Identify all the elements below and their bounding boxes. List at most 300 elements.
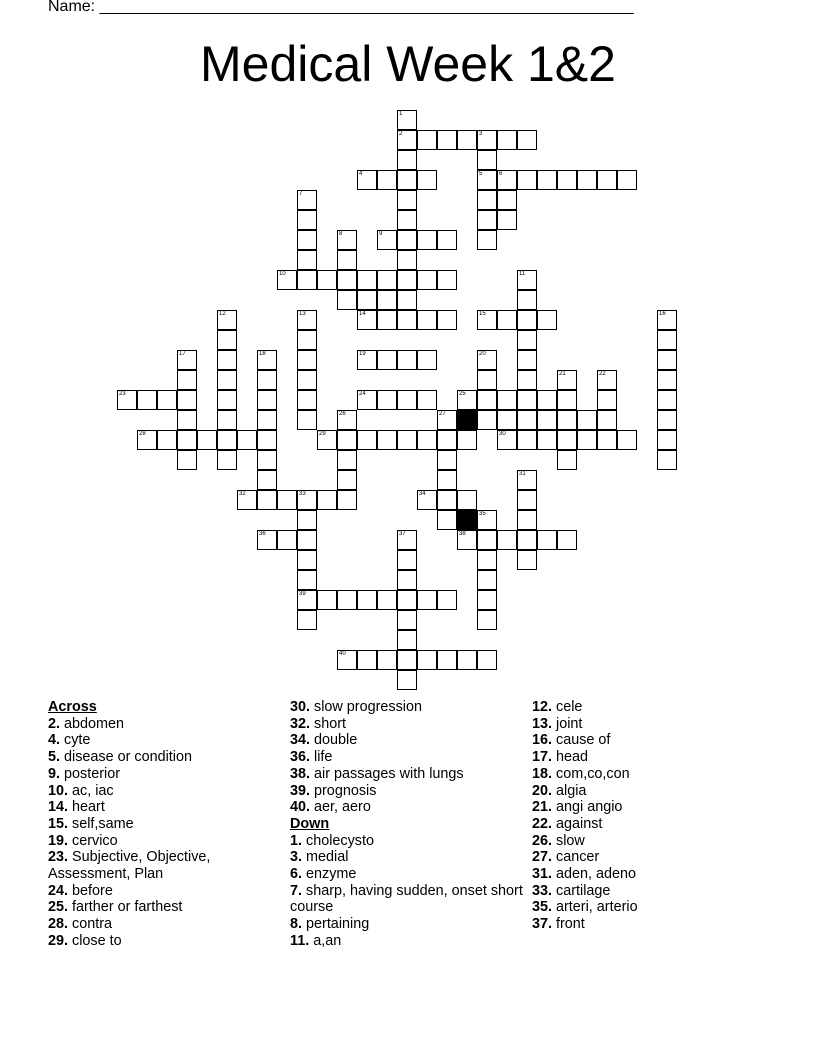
grid-cell[interactable]	[337, 270, 357, 290]
cell-number: 32	[239, 491, 246, 497]
grid-cell[interactable]	[377, 290, 397, 310]
grid-cell[interactable]	[597, 390, 617, 410]
grid-cell[interactable]	[317, 590, 337, 610]
grid-cell[interactable]	[657, 410, 677, 430]
grid-cell[interactable]	[397, 270, 417, 290]
grid-cell[interactable]	[657, 330, 677, 350]
grid-cell[interactable]	[437, 470, 457, 490]
grid-cell[interactable]	[297, 390, 317, 410]
grid-cell[interactable]	[477, 650, 497, 670]
grid-cell[interactable]	[657, 350, 677, 370]
across-heading: Across	[48, 699, 97, 715]
grid-cell[interactable]	[337, 450, 357, 470]
clue-text: cartilage	[552, 882, 611, 899]
numbered-grid-cell[interactable]	[597, 370, 617, 390]
clue-number: 37.	[532, 916, 553, 933]
across-clue	[48, 883, 288, 900]
grid-cell[interactable]	[297, 330, 317, 350]
grid-cell[interactable]	[397, 590, 417, 610]
clue-number: 7.	[290, 882, 303, 899]
numbered-grid-cell[interactable]	[657, 310, 677, 330]
grid-cell[interactable]	[517, 510, 537, 530]
grid-cell[interactable]	[357, 290, 377, 310]
grid-cell[interactable]	[397, 290, 417, 310]
down-clue	[290, 849, 530, 866]
grid-cell[interactable]	[337, 490, 357, 510]
grid-cell[interactable]	[297, 250, 317, 270]
grid-cell[interactable]	[537, 530, 557, 550]
grid-cell[interactable]	[177, 390, 197, 410]
down-clue	[290, 866, 530, 883]
numbered-grid-cell[interactable]	[437, 410, 457, 430]
grid-cell[interactable]	[437, 650, 457, 670]
grid-cell[interactable]	[257, 430, 277, 450]
cell-number: 22	[599, 371, 606, 377]
numbered-grid-cell[interactable]	[337, 230, 357, 250]
grid-cell[interactable]	[537, 170, 557, 190]
grid-cell[interactable]	[357, 590, 377, 610]
grid-cell[interactable]	[217, 450, 237, 470]
grid-cell[interactable]	[517, 310, 537, 330]
grid-cell[interactable]	[297, 270, 317, 290]
cell-number: 30	[499, 431, 506, 437]
clue-number: 19.	[48, 832, 69, 849]
grid-cell[interactable]	[437, 310, 457, 330]
numbered-grid-cell[interactable]	[137, 430, 157, 450]
grid-cell[interactable]	[437, 230, 457, 250]
grid-cell[interactable]	[137, 390, 157, 410]
numbered-grid-cell[interactable]	[117, 390, 137, 410]
cell-number: 6	[499, 171, 503, 177]
clue-number: 2.	[48, 715, 61, 732]
grid-cell[interactable]	[297, 610, 317, 630]
cell-number: 19	[359, 351, 366, 357]
grid-cell[interactable]	[297, 230, 317, 250]
cell-number: 34	[419, 491, 426, 497]
numbered-grid-cell[interactable]	[457, 390, 477, 410]
grid-cell[interactable]	[217, 350, 237, 370]
grid-cell[interactable]	[297, 550, 317, 570]
grid-cell[interactable]	[557, 530, 577, 550]
grid-cell[interactable]	[477, 410, 497, 430]
across-clue	[48, 799, 288, 816]
cell-number: 31	[519, 471, 526, 477]
numbered-grid-cell[interactable]	[397, 110, 417, 130]
clue-number: 29.	[48, 932, 69, 949]
numbered-grid-cell[interactable]	[237, 490, 257, 510]
grid-cell[interactable]	[297, 510, 317, 530]
grid-cell[interactable]	[397, 550, 417, 570]
grid-cell[interactable]	[477, 230, 497, 250]
numbered-grid-cell[interactable]	[317, 430, 337, 450]
grid-cell[interactable]	[477, 530, 497, 550]
clue-number: 12.	[532, 699, 553, 715]
numbered-grid-cell[interactable]	[497, 170, 517, 190]
grid-cell[interactable]	[537, 430, 557, 450]
grid-cell[interactable]	[517, 170, 537, 190]
cell-number: 21	[559, 371, 566, 377]
grid-cell[interactable]	[457, 490, 477, 510]
grid-cell[interactable]	[397, 310, 417, 330]
grid-cell[interactable]	[257, 470, 277, 490]
grid-cell[interactable]	[377, 310, 397, 330]
grid-cell[interactable]	[397, 250, 417, 270]
numbered-grid-cell[interactable]	[357, 390, 377, 410]
grid-cell[interactable]	[597, 410, 617, 430]
grid-cell[interactable]	[437, 590, 457, 610]
grid-cell[interactable]	[297, 530, 317, 550]
down-clue	[290, 883, 530, 916]
numbered-grid-cell[interactable]	[477, 350, 497, 370]
grid-cell[interactable]	[217, 330, 237, 350]
numbered-grid-cell[interactable]	[397, 130, 417, 150]
clue-text: cause of	[552, 732, 611, 749]
grid-cell[interactable]	[457, 430, 477, 450]
grid-cell[interactable]	[477, 550, 497, 570]
numbered-grid-cell[interactable]	[357, 170, 377, 190]
cell-number: 36	[259, 531, 266, 537]
grid-cell[interactable]	[497, 190, 517, 210]
grid-cell[interactable]	[277, 490, 297, 510]
grid-cell[interactable]	[517, 290, 537, 310]
across-clue	[48, 766, 288, 783]
grid-cell[interactable]	[517, 410, 537, 430]
grid-cell[interactable]	[297, 570, 317, 590]
clue-number: 30.	[290, 699, 311, 715]
grid-cell[interactable]	[617, 430, 637, 450]
across-clue	[48, 816, 288, 833]
grid-cell[interactable]	[397, 390, 417, 410]
grid-cell[interactable]	[237, 430, 257, 450]
numbered-grid-cell[interactable]	[277, 270, 297, 290]
clue-column-2	[290, 699, 530, 950]
grid-cell[interactable]	[357, 650, 377, 670]
grid-cell[interactable]	[417, 650, 437, 670]
grid-cell[interactable]	[417, 130, 437, 150]
numbered-grid-cell[interactable]	[257, 350, 277, 370]
clue-text: com,co,con	[552, 765, 630, 782]
numbered-grid-cell[interactable]	[517, 470, 537, 490]
grid-cell[interactable]	[417, 430, 437, 450]
clue-text: close to	[68, 932, 122, 949]
grid-cell[interactable]	[497, 210, 517, 230]
grid-cell[interactable]	[557, 170, 577, 190]
numbered-grid-cell[interactable]	[457, 530, 477, 550]
across-clue	[290, 749, 530, 766]
numbered-grid-cell[interactable]	[417, 490, 437, 510]
down-clue	[532, 849, 772, 866]
grid-cell[interactable]	[497, 130, 517, 150]
grid-cell[interactable]	[437, 130, 457, 150]
grid-cell[interactable]	[437, 510, 457, 530]
numbered-grid-cell[interactable]	[297, 590, 317, 610]
grid-cell[interactable]	[437, 490, 457, 510]
clue-text: cancer	[552, 849, 600, 866]
grid-cell[interactable]	[337, 250, 357, 270]
clue-number: 8.	[290, 916, 303, 933]
grid-cell[interactable]	[577, 410, 597, 430]
numbered-grid-cell[interactable]	[297, 490, 317, 510]
grid-cell[interactable]	[377, 170, 397, 190]
grid-cell[interactable]	[397, 630, 417, 650]
across-clue	[48, 899, 288, 916]
numbered-grid-cell[interactable]	[337, 410, 357, 430]
grid-cell[interactable]	[177, 450, 197, 470]
clue-number: 24.	[48, 882, 69, 899]
grid-cell[interactable]	[397, 650, 417, 670]
clue-number: 31.	[532, 866, 553, 883]
cell-number: 12	[219, 311, 226, 317]
cell-number: 2	[399, 131, 403, 137]
grid-cell[interactable]	[417, 390, 437, 410]
numbered-grid-cell[interactable]	[477, 510, 497, 530]
grid-cell[interactable]	[517, 430, 537, 450]
grid-cell[interactable]	[657, 450, 677, 470]
grid-cell[interactable]	[177, 410, 197, 430]
grid-cell[interactable]	[397, 610, 417, 630]
grid-cell[interactable]	[517, 130, 537, 150]
grid-cell[interactable]	[297, 370, 317, 390]
grid-cell[interactable]	[477, 370, 497, 390]
grid-cell[interactable]	[397, 170, 417, 190]
down-clue	[532, 732, 772, 749]
clue-number: 25.	[48, 899, 69, 916]
numbered-grid-cell[interactable]	[217, 310, 237, 330]
clue-number: 11.	[290, 932, 310, 949]
grid-cell[interactable]	[557, 410, 577, 430]
grid-cell[interactable]	[197, 430, 217, 450]
down-clue	[532, 866, 772, 883]
numbered-grid-cell[interactable]	[177, 350, 197, 370]
grid-cell[interactable]	[257, 410, 277, 430]
grid-cell[interactable]	[497, 390, 517, 410]
across-clue	[48, 849, 288, 882]
down-heading: Down	[290, 815, 330, 832]
grid-cell[interactable]	[257, 390, 277, 410]
clue-text: slow progression	[310, 699, 422, 715]
cell-number: 23	[119, 391, 126, 397]
grid-cell[interactable]	[357, 270, 377, 290]
numbered-grid-cell[interactable]	[477, 130, 497, 150]
down-clue	[532, 883, 772, 900]
grid-cell[interactable]	[397, 150, 417, 170]
clue-text: a,an	[309, 932, 342, 949]
grid-cell[interactable]	[177, 430, 197, 450]
grid-cell[interactable]	[337, 470, 357, 490]
clue-text: self,same	[68, 815, 134, 832]
grid-cell[interactable]	[417, 310, 437, 330]
down-clue	[532, 766, 772, 783]
grid-cell[interactable]	[377, 390, 397, 410]
numbered-grid-cell[interactable]	[297, 310, 317, 330]
cell-number: 33	[299, 491, 306, 497]
grid-cell[interactable]	[477, 390, 497, 410]
grid-cell[interactable]	[517, 390, 537, 410]
grid-cell[interactable]	[377, 350, 397, 370]
grid-cell[interactable]	[397, 210, 417, 230]
grid-cell[interactable]	[477, 190, 497, 210]
grid-cell[interactable]	[557, 450, 577, 470]
grid-cell[interactable]	[257, 370, 277, 390]
clue-number: 14.	[48, 799, 69, 816]
cell-number: 1	[399, 111, 403, 117]
grid-cell[interactable]	[437, 270, 457, 290]
numbered-grid-cell[interactable]	[377, 230, 397, 250]
grid-cell[interactable]	[297, 210, 317, 230]
grid-cell[interactable]	[317, 270, 337, 290]
numbered-grid-cell[interactable]	[557, 370, 577, 390]
grid-cell[interactable]	[577, 430, 597, 450]
numbered-grid-cell[interactable]	[477, 310, 497, 330]
grid-cell[interactable]	[537, 410, 557, 430]
clue-number: 5.	[48, 749, 61, 766]
grid-cell[interactable]	[257, 490, 277, 510]
numbered-grid-cell[interactable]	[517, 270, 537, 290]
cell-number: 4	[359, 171, 363, 177]
grid-cell[interactable]	[397, 430, 417, 450]
grid-cell[interactable]	[377, 650, 397, 670]
numbered-grid-cell[interactable]	[497, 430, 517, 450]
grid-cell[interactable]	[417, 170, 437, 190]
grid-cell[interactable]	[597, 430, 617, 450]
cell-number: 8	[339, 231, 343, 237]
grid-cell[interactable]	[497, 310, 517, 330]
grid-cell[interactable]	[617, 170, 637, 190]
clue-number: 40.	[290, 799, 311, 816]
cell-number: 27	[439, 411, 446, 417]
clue-number: 38.	[290, 765, 311, 782]
grid-cell[interactable]	[557, 430, 577, 450]
grid-cell[interactable]	[477, 210, 497, 230]
grid-cell[interactable]	[397, 350, 417, 370]
clue-text: prognosis	[310, 782, 377, 799]
grid-cell[interactable]	[437, 430, 457, 450]
down-clue	[532, 899, 772, 916]
grid-cell[interactable]	[397, 190, 417, 210]
clue-number: 22.	[532, 815, 553, 832]
grid-cell[interactable]	[157, 430, 177, 450]
numbered-grid-cell[interactable]	[257, 530, 277, 550]
grid-cell[interactable]	[477, 570, 497, 590]
grid-cell[interactable]	[657, 430, 677, 450]
grid-cell[interactable]	[517, 330, 537, 350]
grid-cell[interactable]	[257, 450, 277, 470]
grid-cell[interactable]	[397, 570, 417, 590]
grid-cell[interactable]	[217, 430, 237, 450]
down-clue	[532, 716, 772, 733]
down-clue	[532, 749, 772, 766]
grid-cell[interactable]	[337, 590, 357, 610]
grid-cell[interactable]	[417, 350, 437, 370]
clue-number: 32.	[290, 715, 311, 732]
grid-cell[interactable]	[517, 350, 537, 370]
grid-cell[interactable]	[377, 430, 397, 450]
grid-cell[interactable]	[457, 130, 477, 150]
grid-cell[interactable]	[277, 530, 297, 550]
grid-cell[interactable]	[517, 530, 537, 550]
grid-cell[interactable]	[417, 230, 437, 250]
grid-cell[interactable]	[377, 270, 397, 290]
grid-cell[interactable]	[217, 390, 237, 410]
grid-cell[interactable]	[337, 430, 357, 450]
grid-cell[interactable]	[297, 410, 317, 430]
grid-cell[interactable]	[557, 390, 577, 410]
grid-cell[interactable]	[517, 370, 537, 390]
grid-cell[interactable]	[177, 370, 197, 390]
across-clue	[48, 933, 288, 950]
grid-cell[interactable]	[417, 590, 437, 610]
grid-cell[interactable]	[357, 430, 377, 450]
clue-number: 13.	[532, 715, 553, 732]
cell-number: 14	[359, 311, 366, 317]
cell-number: 18	[259, 351, 266, 357]
grid-cell[interactable]	[497, 410, 517, 430]
grid-cell[interactable]	[377, 590, 397, 610]
grid-cell[interactable]	[517, 490, 537, 510]
cell-number: 10	[279, 271, 286, 277]
black-square	[457, 410, 477, 430]
across-clue	[290, 699, 530, 716]
numbered-grid-cell[interactable]	[297, 190, 317, 210]
grid-cell[interactable]	[477, 590, 497, 610]
grid-cell[interactable]	[577, 170, 597, 190]
down-clue	[532, 699, 772, 716]
down-clue	[532, 799, 772, 816]
grid-cell[interactable]	[397, 230, 417, 250]
grid-cell[interactable]	[217, 370, 237, 390]
clue-number: 35.	[532, 899, 553, 916]
clue-text: Subjective, Objective, Assessment, Plan	[48, 849, 211, 883]
clue-column-1	[48, 699, 288, 950]
name-field-label: Name: ____________________________________________________________	[48, 0, 634, 15]
grid-cell[interactable]	[157, 390, 177, 410]
grid-cell[interactable]	[457, 650, 477, 670]
numbered-grid-cell[interactable]	[357, 350, 377, 370]
grid-cell[interactable]	[657, 370, 677, 390]
grid-cell[interactable]	[517, 550, 537, 570]
down-clue	[290, 916, 530, 933]
grid-cell[interactable]	[477, 150, 497, 170]
grid-cell[interactable]	[337, 290, 357, 310]
clue-number: 34.	[290, 732, 311, 749]
numbered-grid-cell[interactable]	[477, 170, 497, 190]
grid-cell[interactable]	[317, 490, 337, 510]
across-clue	[48, 749, 288, 766]
numbered-grid-cell[interactable]	[357, 310, 377, 330]
grid-cell[interactable]	[297, 350, 317, 370]
grid-cell[interactable]	[657, 390, 677, 410]
clue-text: life	[310, 749, 333, 766]
grid-cell[interactable]	[417, 270, 437, 290]
grid-cell[interactable]	[497, 530, 517, 550]
grid-cell[interactable]	[437, 450, 457, 470]
clue-text: cele	[552, 699, 583, 715]
numbered-grid-cell[interactable]	[397, 530, 417, 550]
clue-text: disease or condition	[60, 749, 193, 766]
grid-cell[interactable]	[537, 310, 557, 330]
grid-cell[interactable]	[597, 170, 617, 190]
grid-cell[interactable]	[397, 670, 417, 690]
grid-cell[interactable]	[217, 410, 237, 430]
cell-number: 38	[459, 531, 466, 537]
clue-text: medial	[302, 849, 349, 866]
cell-number: 37	[399, 531, 406, 537]
cell-number: 39	[299, 591, 306, 597]
grid-cell[interactable]	[477, 610, 497, 630]
numbered-grid-cell[interactable]	[337, 650, 357, 670]
across-clue	[290, 716, 530, 733]
grid-cell[interactable]	[537, 390, 557, 410]
